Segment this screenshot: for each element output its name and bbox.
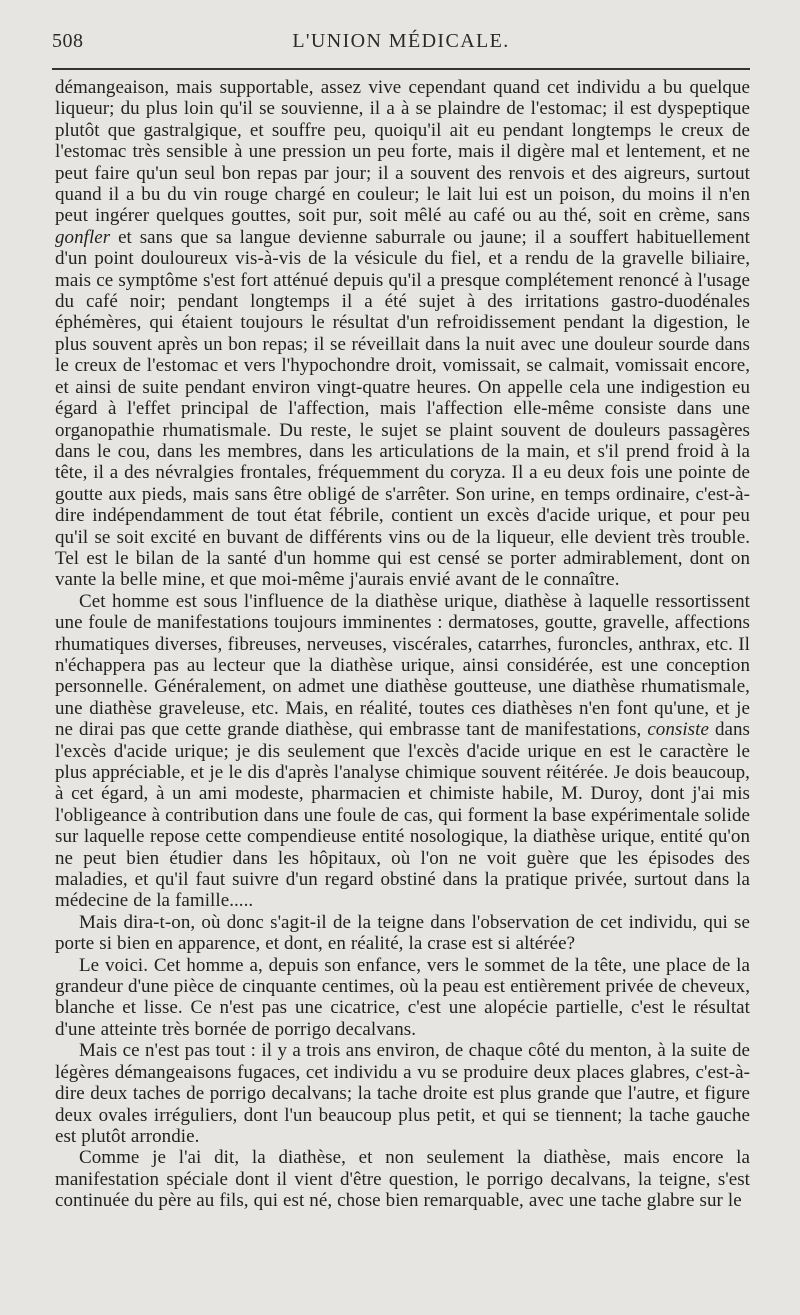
page-number: 508 xyxy=(52,30,84,52)
paragraph xyxy=(55,591,750,912)
page-header xyxy=(52,30,750,60)
running-title: L'UNION MÉDICALE. xyxy=(292,30,510,52)
header-rule xyxy=(52,68,750,70)
paragraph-text: démangeaison, mais supportable, assez vive cependant quand cet individu a bu quelque liqueur; du plus loin qu'il se souvienne, il a à se plaindre de l'estomac; il est dyspeptique plutôt que gastralgique, et souffre peu, quoiqu'il ait eu pendant longtemps le creux de l'estomac très sensible à une pression un peu forte, mais il digère mal et lentement, et ne peut faire qu'un seul bon repas par jour; il a souvent des renvois et des aigreurs, surtout quand il a bu du vin rouge chargé en couleur; le lait lui est un poison, du moins il n'en peut ingérer quelques gouttes, soit pur, soit mêlé au café ou au thé, soit en crème, sans xyxy=(55,77,750,227)
paragraph xyxy=(55,955,750,1041)
paragraph xyxy=(55,912,750,955)
paragraph-text: dans l'excès d'acide urique; je dis seulement que l'excès d'acide urique en est le caractère le plus appréciable, et je le dis d'après l'analyse chimique souvent réitérée. Je dois beaucoup, à cet égard, à un ami modeste, pharmacien et chimiste habile, M. Duroy, dont j'ai mis l'obligeance à contribution dans une foule de cas, qui forment la base expérimentale solide sur laquelle repose cette compendieuse entité nosologique, la diathèse urique, entité qu'on ne peut bien étudier dans les hôpitaux, où l'on ne voit guère que les épisodes des maladies, et qu'il faut suivre d'un regard obstiné dans la pratique privée, surtout dans la médecine de la famille..... xyxy=(55,719,750,912)
emphasis-text: gonfler xyxy=(55,226,111,248)
paragraph xyxy=(55,77,750,591)
paragraph-text: Cet homme est sous l'influence de la diathèse urique, diathèse à laquelle ressortissent une foule de manifestations toujours imminentes : dermatoses, goutte, gravelle, affections rhumatiques diverses, fibreuses, nerveuses, viscérales, catarrhes, furoncles, anthrax, etc. Il n'échappera pas au lecteur que la diathèse urique, ainsi considérée, est une conception personnelle. Généralement, on admet une diathèse goutteuse, une diathèse rhumatismale, une diathèse graveleuse, etc. Mais, en réalité, toutes ces diathèses n'en font qu'une, et je ne dirai pas que cette grande diathèse, qui embrasse tant de manifestations, xyxy=(55,590,750,741)
paragraph-text: et sans que sa langue devienne saburrale ou jaune; il a souffert habituellement d'un point douloureux vis-à-vis de la vésicule du fiel, et a rendu de la gravelle biliaire, mais ce symptôme s'est fort atténué depuis qu'il a presque complétement renoncé à l'usage du café noir; pendant longtemps il a été sujet à des irritations gastro-duodénales éphémères, qui étaient toujours le résultat d'un refroidissement pendant la digestion, le plus souvent après un bon repas; il se réveillait dans la nuit avec une douleur sourde dans le creux de l'estomac et vers l'hypochondre droit, vomissait, se calmait, vomissait encore, et ainsi de suite pendant environ vingt-quatre heures. On appelle cela une indigestion eu égard à l'effet principal de l'affection, mais l'affection elle-même consiste dans une organopathie rhumatismale. Du reste, le sujet se plaint souvent de douleurs passagères dans le cou, dans les membres, dans les articulations de la main, et s'il prend froid à la tête, il a des névralgies frontales, fréquemment du coryza. Il a eu deux fois une pointe de goutte aux pieds, mais sans être obligé de s'arrêter. Son urine, en temps ordinaire, c'est-à-dire indépendamment de tout état fébrile, contient un excès d'acide urique, et pour peu qu'il se soit excité en buvant de différents vins ou de la liqueur, elle devient très trouble. Tel est le bilan de la santé d'un homme qui est censé se porter admirablement, dont on vante la belle mine, et que moi-même j'aurais envié avant de le connaître. xyxy=(55,226,750,591)
paragraph-text: Le voici. Cet homme a, depuis son enfance, vers le sommet de la tête, une place de la grandeur d'une pièce de cinquante centimes, où la peau est entièrement privée de cheveux, blanche et lisse. Ce n'est pas une cicatrice, c'est une alopécie partielle, c'est le résultat d'une atteinte très bornée de porrigo decalvans. xyxy=(55,954,750,1040)
paragraph xyxy=(55,1040,750,1147)
paragraph-text: Mais dira-t-on, où donc s'agit-il de la teigne dans l'observation de cet individu, qui se porte si bien en apparence, et dont, en réalité, la crase est si altérée? xyxy=(55,911,750,955)
paragraph-text: Mais ce n'est pas tout : il y a trois ans environ, de chaque côté du menton, à la suite de légères démangeaisons fugaces, cet individu a vu se produire deux places glabres, c'est-à-dire deux taches de porrigo decalvans; la tache droite est plus grande que l'autre, et figure deux ovales irréguliers, dont l'un beaucoup plus petit, et qui se tiennent; la tache gauche est plutôt arrondie. xyxy=(55,1040,750,1147)
paragraph xyxy=(55,1147,750,1211)
paragraph-text: Comme je l'ai dit, la diathèse, et non seulement la diathèse, mais encore la manifestation spéciale dont il vient d'être question, le porrigo decalvans, la teigne, s'est continuée du père au fils, qui est né, chose bien remarquable, avec une tache glabre sur le xyxy=(55,1147,750,1212)
article-body xyxy=(55,77,750,1295)
emphasis-text: consiste xyxy=(647,719,709,741)
